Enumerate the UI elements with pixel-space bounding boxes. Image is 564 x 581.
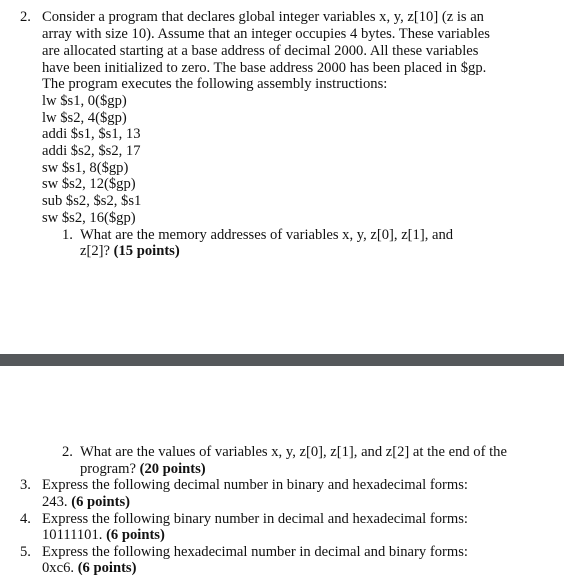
code-line: addi $s1, $s1, 13 (42, 126, 141, 142)
question-2-line-1: Consider a program that declares global integer variables x, y, z[10] (z is an (42, 9, 484, 25)
question-5-line-1: Express the following hexadecimal number in decimal and binary forms: (42, 544, 468, 560)
subquestion-2-points: (20 points) (139, 461, 206, 477)
question-2-number: 2. (20, 9, 31, 25)
question-2-line-3: are allocated starting at a base address of decimal 2000. All these variables (42, 43, 479, 59)
subquestion-2-line-2 (80, 461, 206, 478)
subquestion-1-number: 1. (62, 227, 73, 243)
question-4-line-1: Express the following binary number in decimal and hexadecimal forms: (42, 511, 468, 527)
question-4-value: 10111101. (42, 527, 103, 543)
question-2-line-5: The program executes the following assembly instructions: (42, 76, 388, 92)
question-5-number: 5. (20, 544, 31, 560)
question-2-line-2: array with size 10). Assume that an integer occupies 4 bytes. These variables (42, 26, 490, 42)
code-line: sw $s1, 8($gp) (42, 160, 129, 176)
subquestion-2-text: program? (80, 461, 136, 477)
subquestion-2-number: 2. (62, 444, 73, 460)
question-5-value: 0xc6. (42, 560, 75, 576)
question-4-line-2 (42, 527, 165, 544)
code-line: addi $s2, $s2, 17 (42, 143, 141, 159)
subquestion-1-line-2 (80, 243, 180, 260)
page-divider (0, 354, 564, 366)
question-4-points: (6 points) (106, 527, 165, 543)
question-3-line-2 (42, 494, 130, 511)
question-3-points: (6 points) (71, 494, 130, 510)
subquestion-2-line-1: What are the values of variables x, y, z[0], z[1], and z[2] at the end of the (80, 444, 507, 460)
code-line: lw $s2, 4($gp) (42, 110, 127, 126)
question-5-line-2 (42, 560, 136, 577)
question-4-number: 4. (20, 511, 31, 527)
question-2-line-4: have been initialized to zero. The base address 2000 has been placed in $gp. (42, 60, 487, 76)
question-3-line-1: Express the following decimal number in binary and hexadecimal forms: (42, 477, 468, 493)
question-3-number: 3. (20, 477, 31, 493)
subquestion-1-line-1: What are the memory addresses of variables x, y, z[0], z[1], and (80, 227, 454, 243)
question-3-value: 243. (42, 494, 68, 510)
code-line: lw $s1, 0($gp) (42, 93, 127, 109)
code-line: sw $s2, 12($gp) (42, 176, 136, 192)
subquestion-1-text: z[2]? (80, 243, 110, 259)
subquestion-1-points: (15 points) (113, 243, 180, 259)
code-line: sw $s2, 16($gp) (42, 210, 136, 226)
code-line: sub $s2, $s2, $s1 (42, 193, 142, 209)
question-5-points: (6 points) (77, 560, 137, 576)
